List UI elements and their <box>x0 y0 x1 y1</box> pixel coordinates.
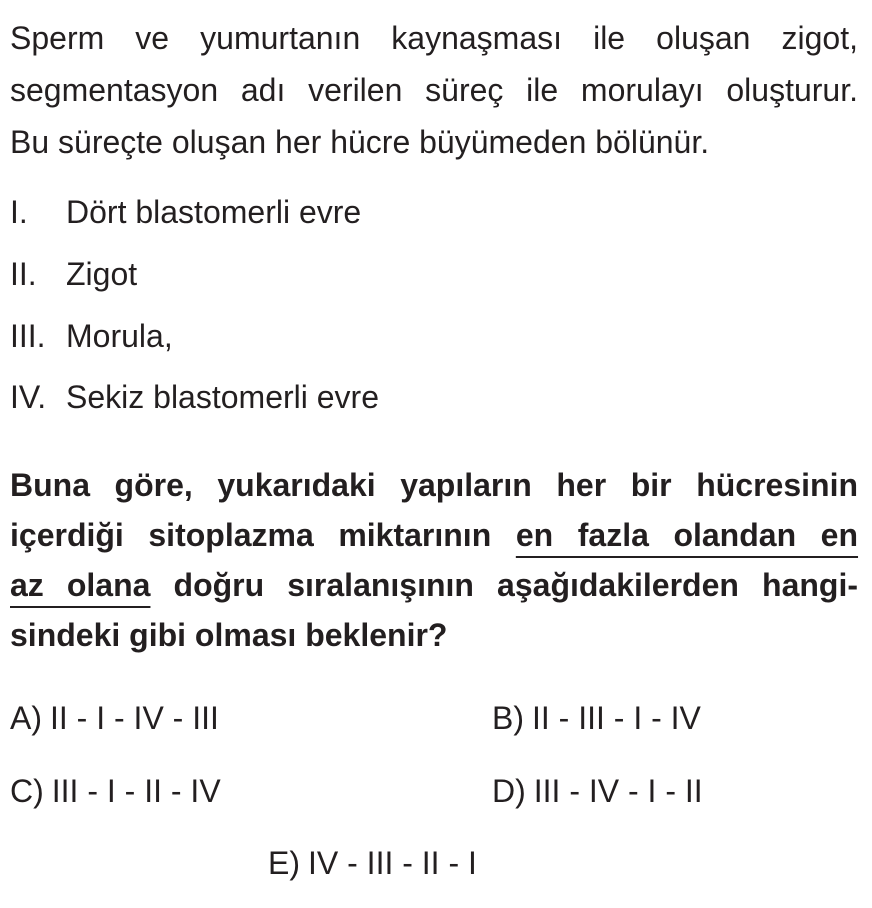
question-text <box>10 460 858 660</box>
statement-number: II. <box>10 256 37 292</box>
intro-line: Sperm ve yumurtanın kaynaşması ile oluşan zigot, <box>10 20 858 56</box>
statement-text: Zigot <box>66 256 138 292</box>
question-line: Buna göre, yukarıdaki yapıların her bir hücresinin <box>10 467 858 503</box>
option-letter: D) <box>492 773 526 809</box>
question-line-start: içerdiği sitoplazma miktarının <box>10 517 492 553</box>
question-line <box>10 560 858 610</box>
question-line <box>10 510 858 560</box>
option-text: II - III - I - IV <box>532 700 701 736</box>
statement-iii <box>10 316 173 356</box>
intro-line: Bu süreçte oluşan her hücre büyümeden bölünür. <box>10 124 710 160</box>
statement-number: IV. <box>10 379 47 415</box>
question-line: sindeki gibi olması beklenir? <box>10 617 448 653</box>
statement-iv <box>10 377 379 417</box>
statement-i <box>10 192 361 232</box>
option-letter: B) <box>492 700 524 736</box>
statement-number: I. <box>10 194 28 230</box>
option-b[interactable] <box>492 698 701 738</box>
underlined-phrase: az olana <box>10 567 151 603</box>
question-line-end: doğru sıralanışının aşağıdakilerden hangi- <box>173 567 859 603</box>
option-text: IV - III - II - I <box>308 845 477 881</box>
option-text: III - I - II - IV <box>51 773 221 809</box>
option-letter: E) <box>268 845 300 881</box>
option-a[interactable] <box>10 698 219 738</box>
option-d[interactable] <box>492 771 703 811</box>
option-letter: C) <box>10 773 44 809</box>
option-c[interactable] <box>10 771 221 811</box>
option-e[interactable] <box>268 843 477 883</box>
statement-text: Dört blastomerli evre <box>66 194 362 230</box>
option-letter: A) <box>10 700 42 736</box>
underlined-phrase: en fazla olandan en <box>515 517 859 553</box>
statement-number: III. <box>10 318 46 354</box>
statement-text: Morula, <box>66 318 173 354</box>
option-text: II - I - IV - III <box>50 700 219 736</box>
statement-text: Sekiz blastomerli evre <box>66 379 379 415</box>
intro-line: segmentasyon adı verilen süreç ile morulayı oluşturur. <box>10 72 858 108</box>
option-text: III - IV - I - II <box>533 773 703 809</box>
statement-ii <box>10 254 137 294</box>
intro-paragraph <box>10 12 858 168</box>
